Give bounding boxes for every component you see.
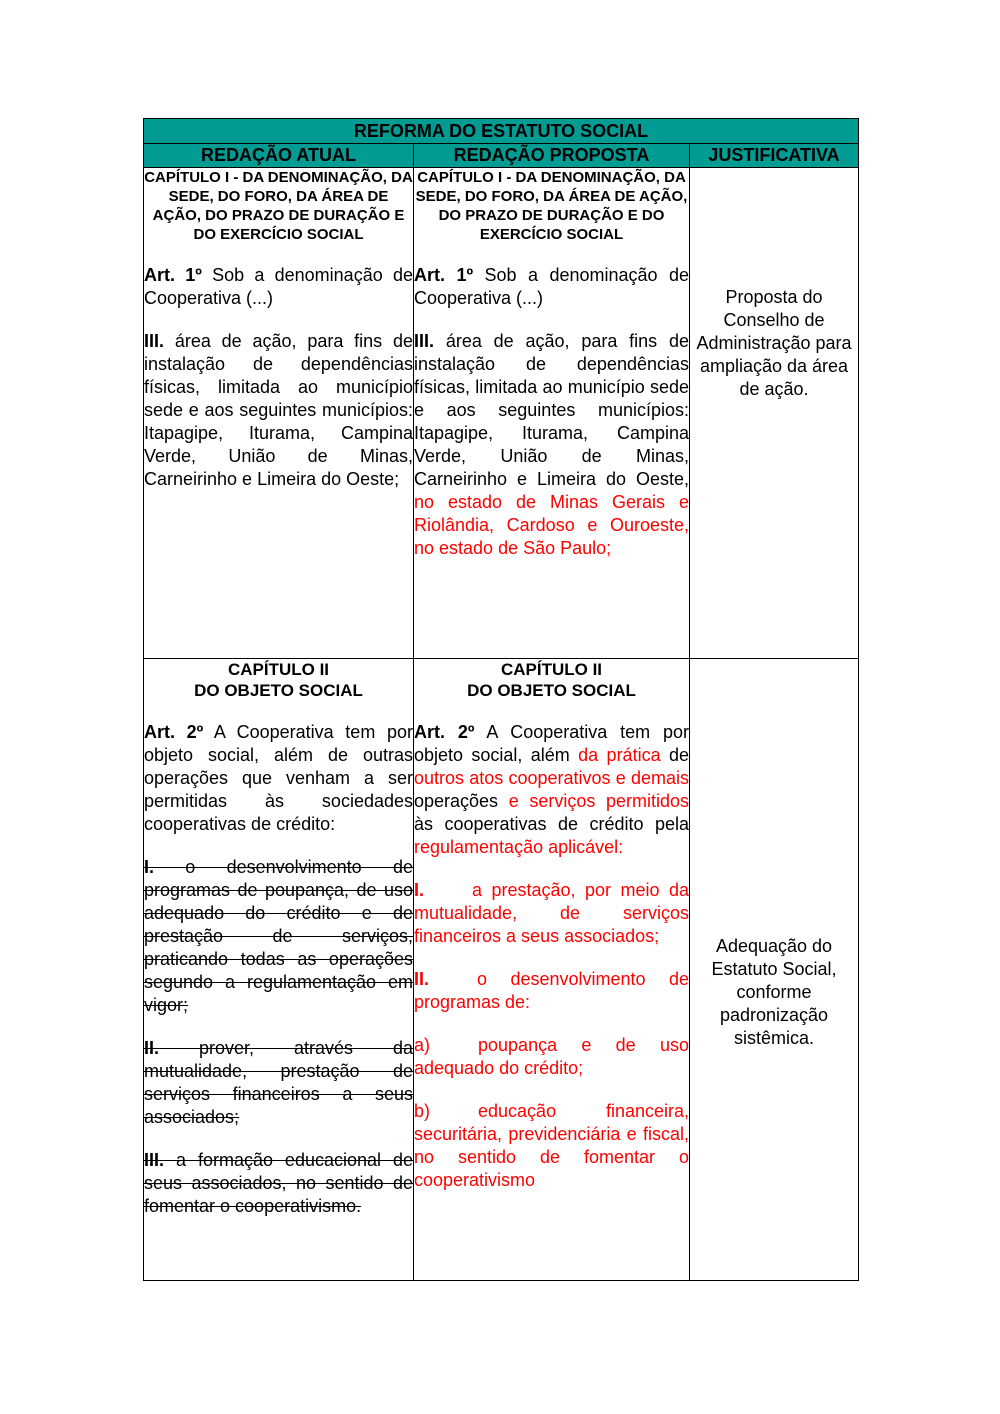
current-text-cell-1: [144, 168, 414, 659]
chapter-heading-title: DO OBJETO SOCIAL: [194, 681, 363, 700]
proposed-text-cell-1: [414, 168, 690, 659]
removed-item: [144, 1149, 413, 1218]
article-label: Art. 2º: [414, 722, 475, 742]
item-text: prover, através da mutualidade, prestação de serviços financeiros a seus associados;: [144, 1038, 413, 1127]
added-item: [414, 1100, 689, 1192]
removed-item: [144, 1037, 413, 1129]
removed-item: [144, 856, 413, 1017]
added-item: [414, 879, 689, 948]
added-item: [414, 1034, 689, 1080]
added-item: [414, 968, 689, 1014]
added-text: regulamentação aplicável:: [414, 837, 624, 857]
item-label: II.: [144, 1038, 160, 1058]
table-title: REFORMA DO ESTATUTO SOCIAL: [144, 119, 859, 144]
item-label: b): [414, 1101, 431, 1121]
item-text: área de ação, para fins de instalação de dependências físicas, limitada ao município sede e aos seguintes municípios: Itapagipe, Iturama, Campina Verde, União de Minas, Carneirinho e Limeira do Oeste;: [144, 331, 413, 489]
chapter-heading-number: CAPÍTULO II: [227, 660, 330, 679]
justification-text: Adequação do Estatuto Social, conforme padronização sistêmica.: [711, 935, 837, 1048]
item-label: I.: [414, 880, 425, 900]
article-paragraph: [414, 721, 689, 859]
item-label: III.: [414, 331, 435, 351]
item-text: o desenvolvimento de programas de:: [414, 969, 689, 1012]
article-label: Art. 2º: [144, 722, 204, 742]
item-paragraph: [414, 330, 689, 560]
item-text: poupança e de uso adequado do crédito;: [414, 1035, 689, 1078]
item-paragraph: [144, 330, 413, 491]
article-text: Sob a denominação de Cooperativa (...): [414, 265, 689, 308]
item-label: I.: [144, 857, 155, 877]
item-label: III.: [144, 331, 165, 351]
article-label: Art. 1º: [414, 265, 474, 285]
added-text: no estado de Minas Gerais e Riolândia, Cardoso e Ouroeste, no estado de São Paulo;: [414, 492, 689, 558]
item-text: o desenvolvimento de programas de poupança, de uso adequado do crédito e de prestação de serviços, praticando todas as operações segundo a regulamentação em vigor;: [144, 857, 413, 1015]
article-paragraph: [144, 721, 413, 836]
added-text: e serviços permitidos: [508, 791, 689, 811]
item-text: educação financeira, securitária, previdenciária e fiscal, no sentido de fomentar o cooperativismo: [414, 1101, 689, 1190]
table-row: [144, 168, 859, 659]
article-label: Art. 1º: [144, 265, 202, 285]
proposed-text-cell-2: [414, 659, 690, 1281]
article-text: de: [660, 745, 689, 765]
article-text: operações: [414, 791, 509, 811]
chapter-heading-number: CAPÍTULO II: [500, 660, 603, 679]
current-text-cell-2: [144, 659, 414, 1281]
column-header-proposed: REDAÇÃO PROPOSTA: [414, 144, 690, 168]
table-row: [144, 659, 859, 1281]
item-label: a): [414, 1035, 431, 1055]
item-label: III.: [144, 1150, 165, 1170]
added-text: outros atos cooperativos e demais: [414, 768, 689, 788]
chapter-heading: CAPÍTULO I - DA DENOMINAÇÃO, DA SEDE, DO FORO, DA ÁREA DE AÇÃO, DO PRAZO DE DURAÇÃO E DO EXERCÍCIO SOCIAL: [415, 169, 688, 243]
item-text: a formação educacional de seus associados, no sentido de fomentar o cooperativismo.: [144, 1150, 413, 1216]
added-text: da prática: [578, 745, 661, 765]
chapter-heading: CAPÍTULO I - DA DENOMINAÇÃO, DA SEDE, DO FORO, DA ÁREA DE AÇÃO, DO PRAZO DE DURAÇÃO E DO EXERCÍCIO SOCIAL: [144, 169, 413, 243]
justification-cell-2: [690, 659, 859, 1281]
item-label: II.: [414, 969, 430, 989]
item-text: a prestação, por meio da mutualidade, de serviços financeiros a seus associados;: [414, 880, 689, 946]
article-text: Sob a denominação de Cooperativa (...): [144, 265, 413, 308]
column-header-current: REDAÇÃO ATUAL: [144, 144, 414, 168]
article-text: A Cooperativa tem por objeto social, além de outras operações que venham a ser permitidas às sociedades cooperativas de crédito:: [144, 722, 413, 834]
justification-cell-1: [690, 168, 859, 659]
reform-table: [143, 118, 859, 1281]
article-text: às cooperativas de crédito pela: [414, 814, 689, 834]
article-paragraph: [414, 264, 689, 310]
article-text: A Cooperativa tem por objeto social, além: [414, 722, 689, 765]
justification-text: Proposta do Conselho de Administração para ampliação da área de ação.: [696, 287, 852, 399]
article-paragraph: [144, 264, 413, 310]
column-header-justification: JUSTIFICATIVA: [690, 144, 859, 168]
chapter-heading-title: DO OBJETO SOCIAL: [467, 681, 636, 700]
item-text: área de ação, para fins de instalação de dependências físicas, limitada ao município sede e aos seguintes municípios: Itapagipe, Iturama, Campina Verde, União de Minas, Carneirinho e Limeira do Oeste,: [414, 331, 689, 489]
